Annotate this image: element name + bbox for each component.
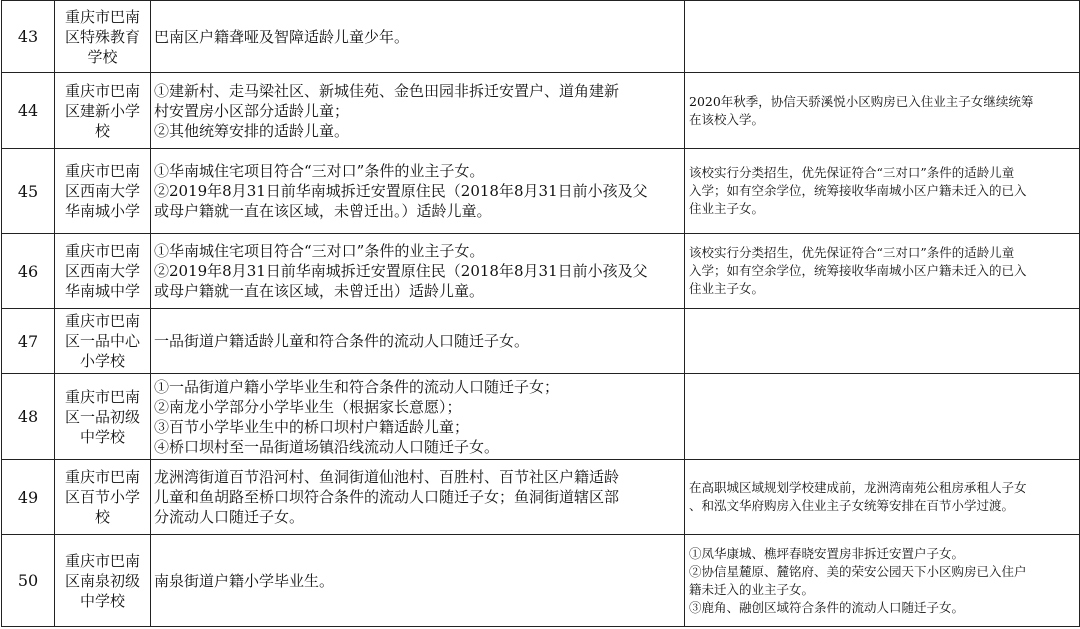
remark-line: 该校实行分类招生，优先保证符合“三对口”条件的适龄儿童 — [689, 245, 1015, 260]
remark-line: 在该校入学。 — [689, 111, 765, 127]
remark-line: 籍未迁入的业主子女。 — [689, 581, 815, 597]
school-name — [55, 374, 151, 460]
remarks — [685, 309, 1080, 374]
enrollment-scope — [151, 234, 685, 309]
school-name — [55, 234, 151, 309]
school-name-line: 区南泉初级 — [64, 571, 140, 590]
enrollment-scope — [151, 309, 685, 374]
school-name-line: 重庆市巴南 — [64, 468, 140, 486]
remark-line: 、和泓文华府购房入住业主子女统筹安排在百节小学过渡。 — [689, 498, 1015, 513]
school-name-line: 区西南大学 — [64, 182, 140, 200]
table-row — [2, 535, 1080, 627]
scope-line: ①华南城住宅项目符合“三对口”条件的业主子女。 — [154, 242, 485, 260]
row-number: 45 — [2, 149, 55, 234]
scope-line: ①建新村、走马梁社区、新城佳苑、金色田园非拆迁安置户、道角建新 — [154, 81, 620, 100]
remark-line: ①凤华康城、樵坪春晓安置房非拆迁安置户子女。 — [689, 545, 965, 561]
row-number: 46 — [2, 234, 55, 309]
remarks — [685, 460, 1080, 535]
scope-line: ②2019年8月31日前华南城拆迁安置原住民（2018年8月31日前小孩及父 — [154, 262, 648, 280]
row-number: 43 — [2, 1, 55, 73]
scope-line: 南泉街道户籍小学毕业生。 — [154, 571, 335, 590]
table-row — [2, 149, 1080, 234]
school-name-line: 学校 — [87, 47, 118, 66]
table-row — [2, 73, 1080, 149]
scope-line: ②南龙小学部分小学毕业生（根据家长意愿）； — [154, 397, 462, 416]
school-name-line: 区西南大学 — [64, 262, 140, 280]
school-name-line: 校 — [94, 121, 110, 140]
scope-line: ②其他统筹安排的适龄儿童。 — [154, 121, 350, 140]
school-name-line: 区特殊教育 — [64, 27, 140, 46]
remarks — [685, 234, 1080, 309]
remark-line: 2020年秋季，协信天骄溪悦小区购房已入住业主子女继续统筹 — [689, 93, 1034, 109]
remarks — [685, 374, 1080, 460]
remark-line: 在高职城区域规划学校建成前，龙洲湾南苑公租房承租人子女 — [689, 480, 1027, 495]
school-name-line: 重庆市巴南 — [64, 7, 140, 26]
scope-line: ①华南城住宅项目符合“三对口”条件的业主子女。 — [154, 162, 485, 180]
row-number: 47 — [2, 309, 55, 374]
table-row — [2, 234, 1080, 309]
school-name-line: 区一品中心 — [64, 332, 140, 350]
school-name-line: 重庆市巴南 — [64, 387, 140, 406]
enrollment-scope — [151, 460, 685, 535]
scope-line: 巴南区户籍聋哑及智障适龄儿童少年。 — [154, 27, 410, 46]
enrollment-scope — [151, 149, 685, 234]
remarks — [685, 535, 1080, 627]
remarks — [685, 1, 1080, 73]
table-row — [2, 374, 1080, 460]
school-name — [55, 535, 151, 627]
school-name — [55, 73, 151, 149]
school-name-line: 校 — [94, 508, 110, 526]
table-row — [2, 1, 1080, 73]
remark-line: ②协信星麓原、麓铭府、美的荣安公园天下小区购房已入住户 — [689, 563, 1027, 579]
enrollment-scope — [151, 1, 685, 73]
school-name-line: 中学校 — [79, 591, 125, 610]
remark-line: 入学；如有空余学位，统筹接收华南城小区户籍未迁入的已入 — [689, 263, 1027, 278]
remark-line: 住业主子女。 — [689, 281, 765, 296]
school-name-line: 区建新小学 — [64, 101, 140, 120]
school-name — [55, 460, 151, 535]
row-number: 50 — [2, 535, 55, 627]
scope-line: 一品街道户籍适龄儿童和符合条件的流动人口随迁子女。 — [154, 332, 530, 350]
school-name-line: 区百节小学 — [64, 488, 140, 506]
school-name-line: 重庆市巴南 — [64, 242, 140, 260]
scope-line: ②2019年8月31日前华南城拆迁安置原住民（2018年8月31日前小孩及父 — [154, 182, 648, 200]
scope-line: ④桥口坝村至一品街道场镇沿线流动人口随迁子女。 — [154, 437, 500, 456]
scope-line: 或母户籍就一直在该区域，未曾迁出）适龄儿童。 — [154, 282, 485, 300]
table-row — [2, 460, 1080, 535]
school-name-line: 重庆市巴南 — [64, 551, 140, 570]
row-number: 48 — [2, 374, 55, 460]
school-name-line: 中学校 — [79, 427, 125, 446]
row-number: 49 — [2, 460, 55, 535]
school-name-line: 小学校 — [79, 352, 125, 370]
row-number: 44 — [2, 73, 55, 149]
remarks — [685, 73, 1080, 149]
remark-line: 入学；如有空余学位，统筹接收华南城小区户籍未迁入的已入 — [689, 183, 1027, 198]
scope-line: ①一品街道户籍小学毕业生和符合条件的流动人口随迁子女； — [154, 377, 560, 396]
table-row — [2, 309, 1080, 374]
school-name-line: 重庆市巴南 — [64, 312, 140, 330]
school-name — [55, 149, 151, 234]
school-name-line: 华南城小学 — [64, 202, 140, 220]
school-name-line: 重庆市巴南 — [64, 81, 140, 100]
school-name — [55, 309, 151, 374]
table-body — [2, 1, 1080, 627]
scope-line: 龙洲湾街道百节沿河村、鱼洞街道仙池村、百胜村、百节社区户籍适龄 — [154, 468, 620, 486]
school-name-line: 重庆市巴南 — [64, 162, 140, 180]
remark-line: 住业主子女。 — [689, 201, 765, 216]
scope-line: 村安置房小区部分适龄儿童； — [154, 101, 350, 120]
enrollment-scope — [151, 535, 685, 627]
scope-line: 分流动人口随迁子女。 — [154, 508, 305, 526]
remark-line: ③鹿角、融创区域符合条件的流动人口随迁子女。 — [689, 599, 965, 615]
scope-line: 或母户籍就一直在该区域，未曾迁出。）适龄儿童。 — [154, 202, 492, 220]
school-name — [55, 1, 151, 73]
school-name-line: 区一品初级 — [64, 407, 140, 426]
enrollment-table — [1, 0, 1080, 627]
remarks — [685, 149, 1080, 234]
scope-line: 儿童和鱼胡路至桥口坝符合条件的流动人口随迁子女；鱼洞街道辖区部 — [154, 488, 620, 506]
school-name-line: 华南城中学 — [64, 282, 140, 300]
enrollment-scope — [151, 73, 685, 149]
enrollment-scope — [151, 374, 685, 460]
scope-line: ③百节小学毕业生中的桥口坝村户籍适龄儿童； — [154, 417, 470, 436]
remark-line: 该校实行分类招生，优先保证符合“三对口”条件的适龄儿童 — [689, 165, 1015, 180]
